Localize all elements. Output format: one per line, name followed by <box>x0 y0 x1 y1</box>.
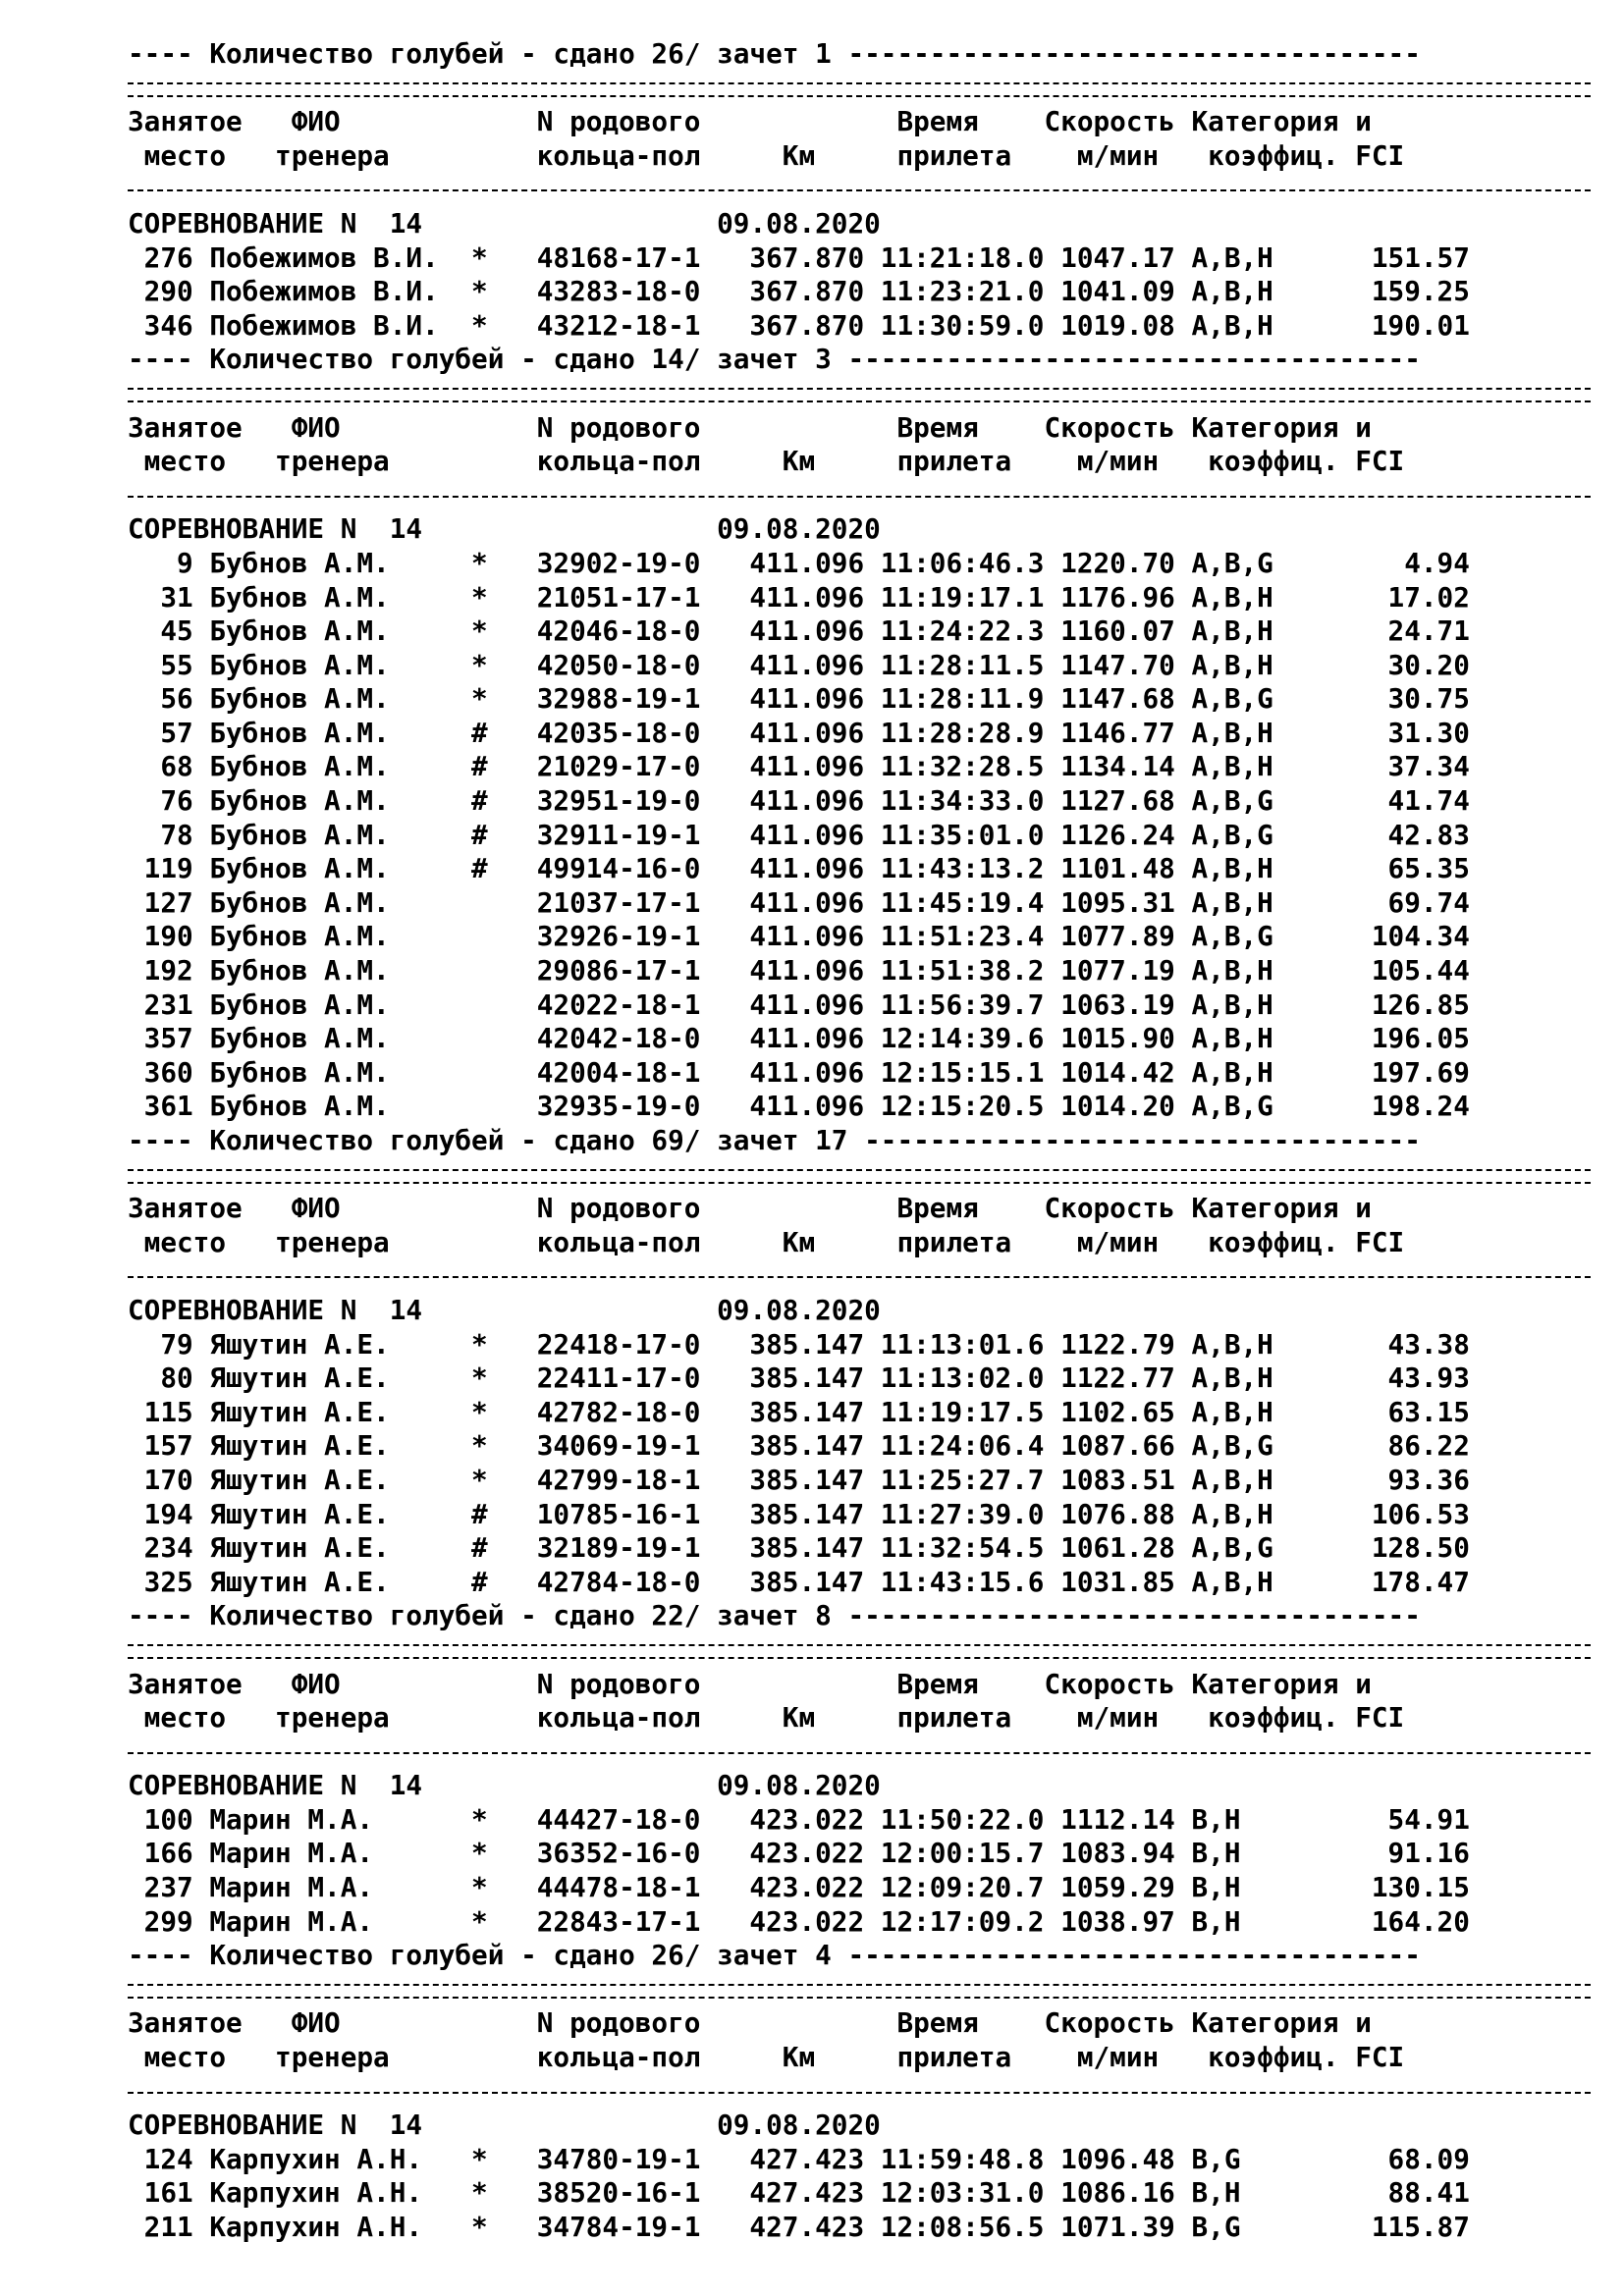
competition-line <box>128 2109 1470 2143</box>
result-row: 325 Яшутин А.Е. # 42784-18-0 385.147 11:43:15.6 1031.85 A,B,H 178.47 <box>128 1565 1470 1598</box>
result-row: 161 Карпухин А.Н. * 38520-16-1 427.423 12:03:31.0 1086.16 B,H 88.41 <box>128 2176 1470 2210</box>
result-row: 76 Бубнов А.М. # 32951-19-0 411.096 11:34:33.0 1127.68 A,B,G 41.74 <box>128 784 1470 818</box>
result-row: 360 Бубнов А.М. 42004-18-1 411.096 12:15:15.1 1014.42 A,B,H 197.69 <box>128 1055 1470 1089</box>
result-row: 357 Бубнов А.М. 42042-18-0 411.096 12:14:39.6 1015.90 A,B,H 196.05 <box>128 1022 1470 1055</box>
result-row: 361 Бубнов А.М. 32935-19-0 411.096 12:15:20.5 1014.20 A,B,G 198.24 <box>128 1090 1470 1123</box>
column-header-line-2: место тренера кольца-пол Км прилета м/мин коэффиц. FCI <box>128 1701 1405 1735</box>
summary-line: ---- Количество голубей - сдано 26/ зачет 4 ----------------------------------- <box>128 1939 1421 1972</box>
summary-line: ---- Количество голубей - сдано 14/ зачет 3 ----------------------------------- <box>128 343 1421 376</box>
double-separator <box>128 1973 1470 2007</box>
column-header-line-1: Занятое ФИО N родового Время Скорость Категория и <box>128 1667 1372 1700</box>
competition-date: 09.08.2020 <box>717 1769 881 1802</box>
result-row: 45 Бубнов А.М. * 42046-18-0 411.096 11:24:22.3 1160.07 A,B,H 24.71 <box>128 614 1470 648</box>
competition-label: СОРЕВНОВАНИЕ N 14 <box>128 1769 423 1802</box>
result-row: 119 Бубнов А.М. # 49914-16-0 411.096 11:43:13.2 1101.48 A,B,H 65.35 <box>128 852 1470 885</box>
header-separator <box>128 1735 1470 1770</box>
result-row: 237 Марин М.А. * 44478-18-1 423.022 12:09:20.7 1059.29 B,H 130.15 <box>128 1871 1470 1904</box>
competition-date: 09.08.2020 <box>717 206 881 240</box>
summary-line: ---- Количество голубей - сдано 22/ зачет 8 ----------------------------------- <box>128 1599 1421 1632</box>
column-header-line-2: место тренера кольца-пол Км прилета м/мин коэффиц. FCI <box>128 2041 1405 2074</box>
result-row: 211 Карпухин А.Н. * 34784-19-1 427.423 12:08:56.5 1071.39 B,G 115.87 <box>128 2211 1470 2243</box>
result-row: 80 Яшутин А.Е. * 22411-17-0 385.147 11:13:02.0 1122.77 A,B,H 43.93 <box>128 1362 1470 1395</box>
double-separator <box>128 1158 1470 1193</box>
column-header-line-1: Занятое ФИО N родового Время Скорость Категория и <box>128 2006 1372 2040</box>
result-row: 79 Яшутин А.Е. * 22418-17-0 385.147 11:13:01.6 1122.79 A,B,H 43.38 <box>128 1327 1470 1361</box>
result-row: 276 Побежимов В.И. * 48168-17-1 367.870 11:21:18.0 1047.17 A,B,H 151.57 <box>128 240 1470 274</box>
result-row: 115 Яшутин А.Е. * 42782-18-0 385.147 11:19:17.5 1102.65 A,B,H 63.15 <box>128 1395 1470 1428</box>
column-header-line-2: место тренера кольца-пол Км прилета м/мин коэффиц. FCI <box>128 138 1405 172</box>
competition-date: 09.08.2020 <box>717 512 881 546</box>
result-row: 31 Бубнов А.М. * 21051-17-1 411.096 11:19:17.1 1176.96 A,B,H 17.02 <box>128 580 1470 614</box>
header-separator <box>128 479 1470 513</box>
competition-date: 09.08.2020 <box>717 2109 881 2142</box>
column-header-line-1: Занятое ФИО N родового Время Скорость Категория и <box>128 105 1372 138</box>
result-row: 290 Побежимов В.И. * 43283-18-0 367.870 11:23:21.0 1041.09 A,B,H 159.25 <box>128 275 1470 308</box>
competition-date: 09.08.2020 <box>717 1293 881 1326</box>
result-row: 127 Бубнов А.М. 21037-17-1 411.096 11:45:19.4 1095.31 A,B,H 69.74 <box>128 885 1470 919</box>
result-row: 57 Бубнов А.М. # 42035-18-0 411.096 11:28:28.9 1146.77 A,B,H 31.30 <box>128 716 1470 749</box>
result-row: 157 Яшутин А.Е. * 34069-19-1 385.147 11:24:06.4 1087.66 A,B,G 86.22 <box>128 1429 1470 1463</box>
result-row: 234 Яшутин А.Е. # 32189-19-1 385.147 11:32:54.5 1061.28 A,B,G 128.50 <box>128 1531 1470 1565</box>
column-header-line-2: место тренера кольца-пол Км прилета м/мин коэффиц. FCI <box>128 1225 1405 1258</box>
header-separator <box>128 1259 1470 1294</box>
result-row: 299 Марин М.А. * 22843-17-1 423.022 12:17:09.2 1038.97 B,H 164.20 <box>128 1904 1470 1938</box>
competition-line <box>128 207 1470 241</box>
competition-line <box>128 1769 1470 1803</box>
column-header-line-1: Занятое ФИО N родового Время Скорость Категория и <box>128 1192 1372 1225</box>
result-row: 192 Бубнов А.М. 29086-17-1 411.096 11:51:38.2 1077.19 A,B,H 105.44 <box>128 954 1470 988</box>
header-separator <box>128 173 1470 207</box>
result-row: 194 Яшутин А.Е. # 10785-16-1 385.147 11:27:39.0 1076.88 A,B,H 106.53 <box>128 1497 1470 1530</box>
competition-line <box>128 1294 1470 1328</box>
header-separator <box>128 2075 1470 2109</box>
result-row: 55 Бубнов А.М. * 42050-18-0 411.096 11:28:11.5 1147.70 A,B,H 30.20 <box>128 648 1470 681</box>
summary-line: ---- Количество голубей - сдано 69/ зачет 17 ---------------------------------- <box>128 1124 1421 1156</box>
competition-label: СОРЕВНОВАНИЕ N 14 <box>128 206 423 240</box>
result-row: 346 Побежимов В.И. * 43212-18-1 367.870 11:30:59.0 1019.08 A,B,H 190.01 <box>128 308 1470 342</box>
result-row: 190 Бубнов А.М. 32926-19-1 411.096 11:51:23.4 1077.89 A,B,G 104.34 <box>128 920 1470 953</box>
result-row: 78 Бубнов А.М. # 32911-19-1 411.096 11:35:01.0 1126.24 A,B,G 42.83 <box>128 818 1470 851</box>
result-row: 170 Яшутин А.Е. * 42799-18-1 385.147 11:25:27.7 1083.51 A,B,H 93.36 <box>128 1463 1470 1496</box>
result-row: 231 Бубнов А.М. 42022-18-1 411.096 11:56:39.7 1063.19 A,B,H 126.85 <box>128 988 1470 1021</box>
competition-label: СОРЕВНОВАНИЕ N 14 <box>128 512 423 546</box>
result-row: 124 Карпухин А.Н. * 34780-19-1 427.423 11:59:48.8 1096.48 B,G 68.09 <box>128 2142 1470 2175</box>
competition-label: СОРЕВНОВАНИЕ N 14 <box>128 2109 423 2142</box>
result-row: 9 Бубнов А.М. * 32902-19-0 411.096 11:06:46.3 1220.70 A,B,G 4.94 <box>128 546 1470 579</box>
summary-line: ---- Количество голубей - сдано 26/ зачет 1 ----------------------------------- <box>128 37 1421 70</box>
competition-line <box>128 512 1470 547</box>
double-separator <box>128 377 1470 411</box>
column-header-line-2: место тренера кольца-пол Км прилета м/мин коэффиц. FCI <box>128 445 1405 478</box>
result-row: 100 Марин М.А. * 44427-18-0 423.022 11:50:22.0 1112.14 B,H 54.91 <box>128 1802 1470 1836</box>
result-row: 56 Бубнов А.М. * 32988-19-1 411.096 11:28:11.9 1147.68 A,B,G 30.75 <box>128 682 1470 716</box>
result-row: 68 Бубнов А.М. # 21029-17-0 411.096 11:32:28.5 1134.14 A,B,H 37.34 <box>128 750 1470 783</box>
column-header-line-1: Занятое ФИО N родового Время Скорость Категория и <box>128 410 1372 444</box>
competition-label: СОРЕВНОВАНИЕ N 14 <box>128 1293 423 1326</box>
result-row: 166 Марин М.А. * 36352-16-0 423.022 12:00:15.7 1083.94 B,H 91.16 <box>128 1837 1470 1870</box>
double-separator <box>128 72 1470 106</box>
results-printout <box>128 37 1470 2245</box>
double-separator <box>128 1633 1470 1668</box>
